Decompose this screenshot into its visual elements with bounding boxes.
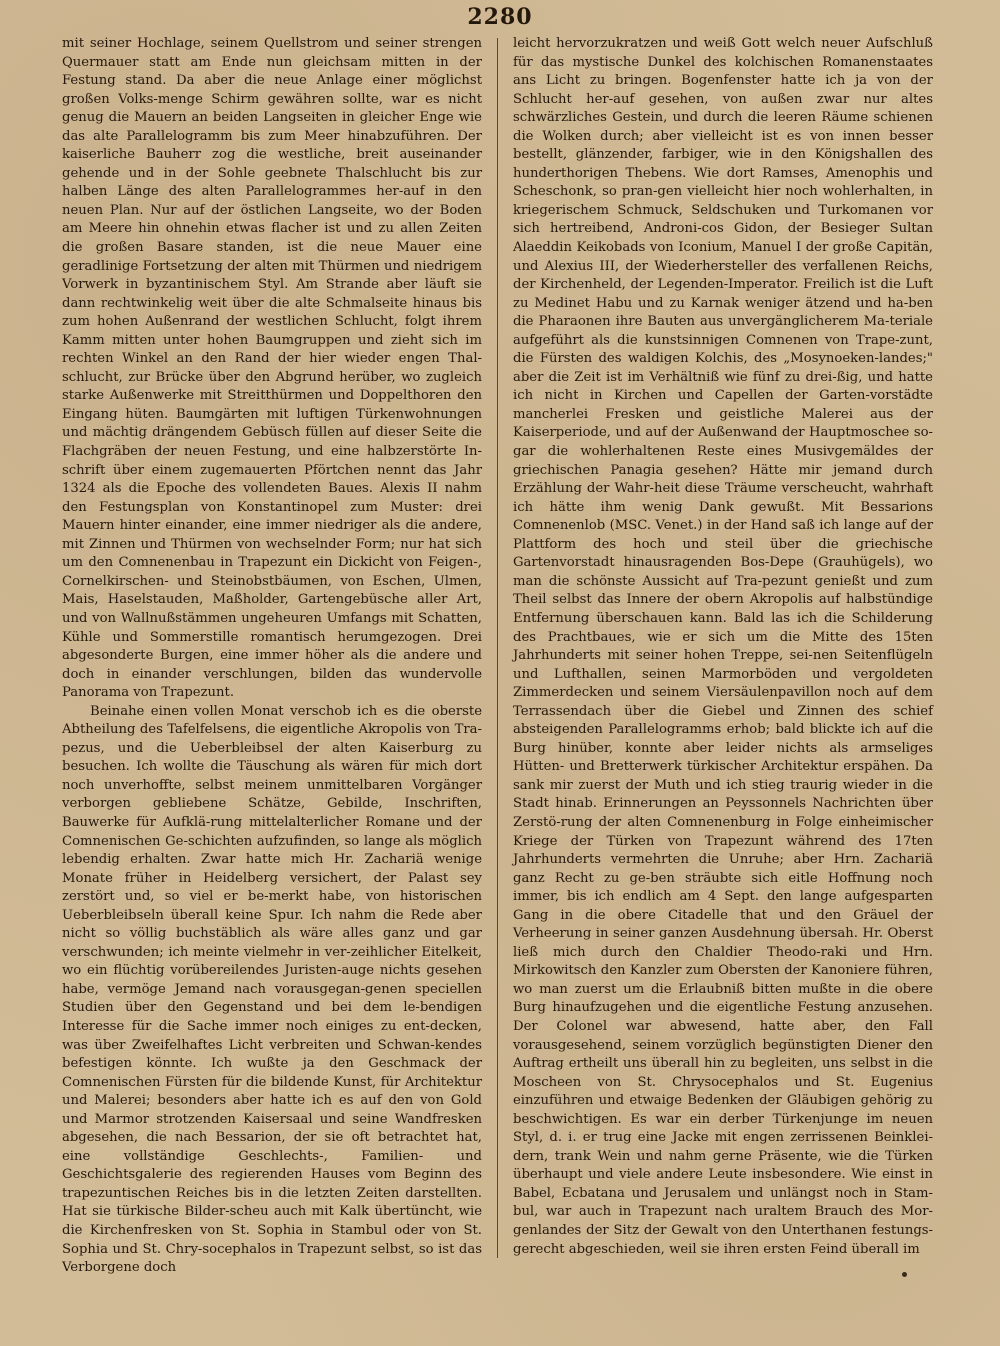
column-divider [497,38,498,1258]
left-paragraph-1: mit seiner Hochlage, seinem Quellstrom und seiner strengen Quermauer statt am Ende nun gleichsam mitten in der Festung stand. Da aber die neue Anlage einer möglichst großen Volks-menge Schirm gewähren sollte, war es nicht genug die Mauern an beiden Langseiten in gleicher Enge wie das alte Parallelogramm bis zum Meer hinabzuführen. Der kaiserliche Bauherr zog die westliche, breit auseinander gehende und in der Sohle geebnete Thalschlucht bis zur halben Länge des alten Parallelogrammes her-auf in den neuen Plan. Nur auf der östlichen Langseite, wo der Boden am Meere hin ohnehin etwas flacher ist und zu allen Zeiten die großen Basare standen, ist die neue Mauer eine geradlinige Fortsetzung der alten mit Thürmen und niedrigem Vorwerk in byzantinischem Styl. Am Strande aber läuft sie dann rechtwinkelig weit über die alte Schmalseite hinaus bis zum hohen Außenrand der westlichen Schlucht, folgt ihrem Kamm mitten unter hohen Baumgruppen und zieht sich im rechten Winkel an den Rand der hier wieder engen Thal-schlucht, zur Brücke über den Abgrund herüber, wo zugleich starke Außenwerke mit Streitthürmen und Doppelthoren den Eingang hüten. Baumgärten mit luftigen Türkenwohnungen und mächtig drängendem Gebüsch füllen auf dieser Seite die Flachgräben der neuen Festung, und eine halbzerstörte In-schrift über einem zugemauerten Pförtchen nennt das Jahr 1324 als die Epoche des vollendeten Baues. Alexis II nahm den Festungsplan von Konstantinopel zum Muster: drei Mauern hinter einander, eine immer niedriger als die andere, mit Zinnen und Thürmen von wechselnder Form; nur hat sich um den Comnenenbau in Trapezunt ein Dickicht von Feigen-, Cornelkirschen- und Steinobstbäumen, von Eschen, Ulmen, Mais, Haselstauden, Maßholder, Gartengebüsche aller Art, und von Wallnußstämmen ungeheuren Umfangs mit Schatten, Kühle und Sommerstille romantisch herumgezogen. Drei abgesonderte Burgen, eine immer höher als die andere und doch in einander verschlungen, bilden das wundervolle Panorama von Trapezunt. [62,36,482,701]
right-paragraph-1: leicht hervorzukratzen und weiß Gott welch neuer Aufschluß für das mystische Dunkel des kolchischen Romanenstaates ans Licht zu bringen. Bogenfenster hatte ich ja von der Schlucht her-auf gesehen, von außen zwar nur altes schwärzliches Gestein, und durch die leeren Räume schienen die Wolken durch; aber vielleicht ist es von innen besser bestellt, glänzender, farbiger, wie in den Königshallen des hunderthorigen Thebens. Wie dort Ramses, Amenophis und Scheschonk, so pran-gen vielleicht hier noch wohlerhalten, in kriegerischem Schmuck, Seldschuken und Turkomanen vor sich hertreibend, Androni-cos Gidon, der Besieger Sultan Alaeddin Keikobads von Iconium, Manuel I der große Capitän, und Alexius III, der Wiederhersteller des verfallenen Reichs, der Kirchenheld, der Legenden-Imperator. Freilich ist die Luft zu Medinet Habu und zu Karnak weniger ätzend und ha-ben die Pharaonen ihre Bauten aus unvergänglicherem Ma-teriale aufgeführt als die kunstsinnigen Comnenen von Trape-zunt, die Fürsten des waldigen Kolchis, des „Mosynoeken-landes;" aber die Zeit ist im Verhältniß wie fünf zu drei-ßig, und hatte ich nicht in Kirchen und Capellen der Garten-vorstädte mancherlei Fresken und geistliche Malerei aus der Kaiserperiode, und auf der Außenwand der Hauptmoschee so-gar die wohlerhaltenen Reste eines Musivgemäldes der griechischen Panagia gesehen? Hätte mir jemand durch Erzählung der Wahr-heit diese Träume verscheucht, wahrhaft ich hätte ihm wenig Dank gewußt. Mit Bessarions Comnenenlob (MSC. Venet.) in der Hand saß ich lange auf der Plattform des hoch und steil über die griechische Gartenvorstadt hinausragenden Bos-Depe (Grauhügels), wo man die schönste Aussicht auf Tra-pezunt genießt und zum Theil selbst das Innere der obern Akropolis auf halbstündige Entfernung überschauen kann. Bald las ich die Schilderung des Prachtbaues, wie er sich um die Mitte des 15ten Jahrhunderts mit seiner hohen Treppe, sei-nen Seitenflügeln und Lufthallen, seinen Marmorböden und vergoldeten Zimmerdecken und seinem Viersäulenpavillon noch auf dem Terrassendach über die Giebel und Zinnen des schief absteigenden Parallelogramms erhob; bald blickte ich auf die Burg hinüber, konnte aber leider nichts als armseliges Hütten- und Bretterwerk türkischer Architektur erspähen. Da sank mir zuerst der Muth und ich stieg traurig wieder in die Stadt hinab. Erinnerungen an Peyssonnels Nachrichten über Zerstö-rung der alten Comnenenburg in Folge einheimischer Kriege der Türken von Trapezunt während des 17ten Jahrhunderts vermehrten die Unruhe; aber Hrn. Zachariä ganz Recht zu ge-ben sträubte sich eitle Hoffnung noch immer, bis ich endlich am 4 Sept. den lange aufgesparten Gang in die obere Citadelle that und den Gräuel der Verheerung in seiner ganzen Ausdehnung übersah. Hr. Oberst ließ mich durch den Chaldier Theodo-raki und Hrn. Mirkowitsch den Kanzler zum Obersten der Kanoniere führen, wo man zuerst um die Erlaubniß bitten mußte in die obere Burg hinaufzugehen und die eigentliche Festung anzusehen. Der Colonel war abwesend, hatte aber, den Fall vorausgesehend, seinem vorzüglich begünstigten Diener den Auftrag ertheilt uns überall hin zu begleiten, uns selbst in die Moscheen von St. Chrysocephalos und St. Eugenius einzuführen und etwaige Bedenken der Gläubigen gehörig zu beschwichtigen. Es war ein derber Türkenjunge im neuen Styl, d. i. er trug eine Jacke mit engen zerrissenen Beinklei-dern, trank Wein und nahm gerne Präsente, wie die Türken überhaupt und viele andere Leute insbesondere. Wie einst in Babel, Ecbatana und Jerusalem und unlängst noch in Stam-bul, war auch in Trapezunt nach uraltem Brauch des Mor-genlandes der Sitz der Gewalt von den Unterthanen festungs-gerecht abgeschieden, weil sie ihren ersten Feind überall im [513,36,933,1257]
left-column [62,35,482,1278]
page-number: 2280 [467,4,533,30]
left-paragraph-2: Beinahe einen vollen Monat verschob ich es die oberste Abtheilung des Tafelfelsens, die eigentliche Akropolis von Tra-pezus, und die Ueberbleibsel der alten Kaiserburg zu besuchen. Ich wollte die Täuschung als wären für mich dort noch unverhoffte, selbst meinem unmittelbaren Vorgänger verborgen gebliebene Schätze, Gebilde, Inschriften, Bauwerke für Aufklä-rung mittelalterlicher Romane und der Comnenischen Ge-schichten aufzufinden, so lange als möglich lebendig erhalten. Zwar hatte mich Hr. Zachariä wenige Monate früher in Heidelberg versichert, der Palast sey zerstört und, so viel er be-merkt habe, von historischen Ueberbleibseln überall keine Spur. Ich nahm die Rede aber nicht so völlig buchstäblich als wäre alles ganz und gar verschwunden; ich meinte vielmehr in ver-zeihlicher Eitelkeit, wo ein flüchtig vorübereilendes Juristen-auge nichts gesehen habe, vermöge Jemand nach vorausgegan-genen speciellen Studien über den Gegenstand und bei dem le-bendigen Interesse für die Sache immer noch einiges zu ent-decken, was über Zweifelhaftes Licht verbreiten und Schwan-kendes befestigen könnte. Ich wußte ja den Geschmack der Comnenischen Fürsten für die bildende Kunst, für Architektur und Malerei; besonders aber hatte ich es auf den von Gold und Marmor strotzenden Kaisersaal und seine Wandfresken abgesehen, die nach Bessarion, der sie oft betrachtet hat, eine vollständige Geschlechts-, Familien- und Geschichtsgalerie des regierenden Hauses vom Beginn des trapezuntischen Reiches bis in die letzten Zeiten darstellten. Hat sie türkische Bilder-scheu auch mit Kalk übertüncht, wie die Kirchenfresken von St. Sophia in Stambul oder von St. Sophia und St. Chry-socephalos in Trapezunt selbst, so ist das Verborgene doch [62,703,482,1276]
right-column [513,35,933,1259]
ink-speck [902,1272,907,1277]
